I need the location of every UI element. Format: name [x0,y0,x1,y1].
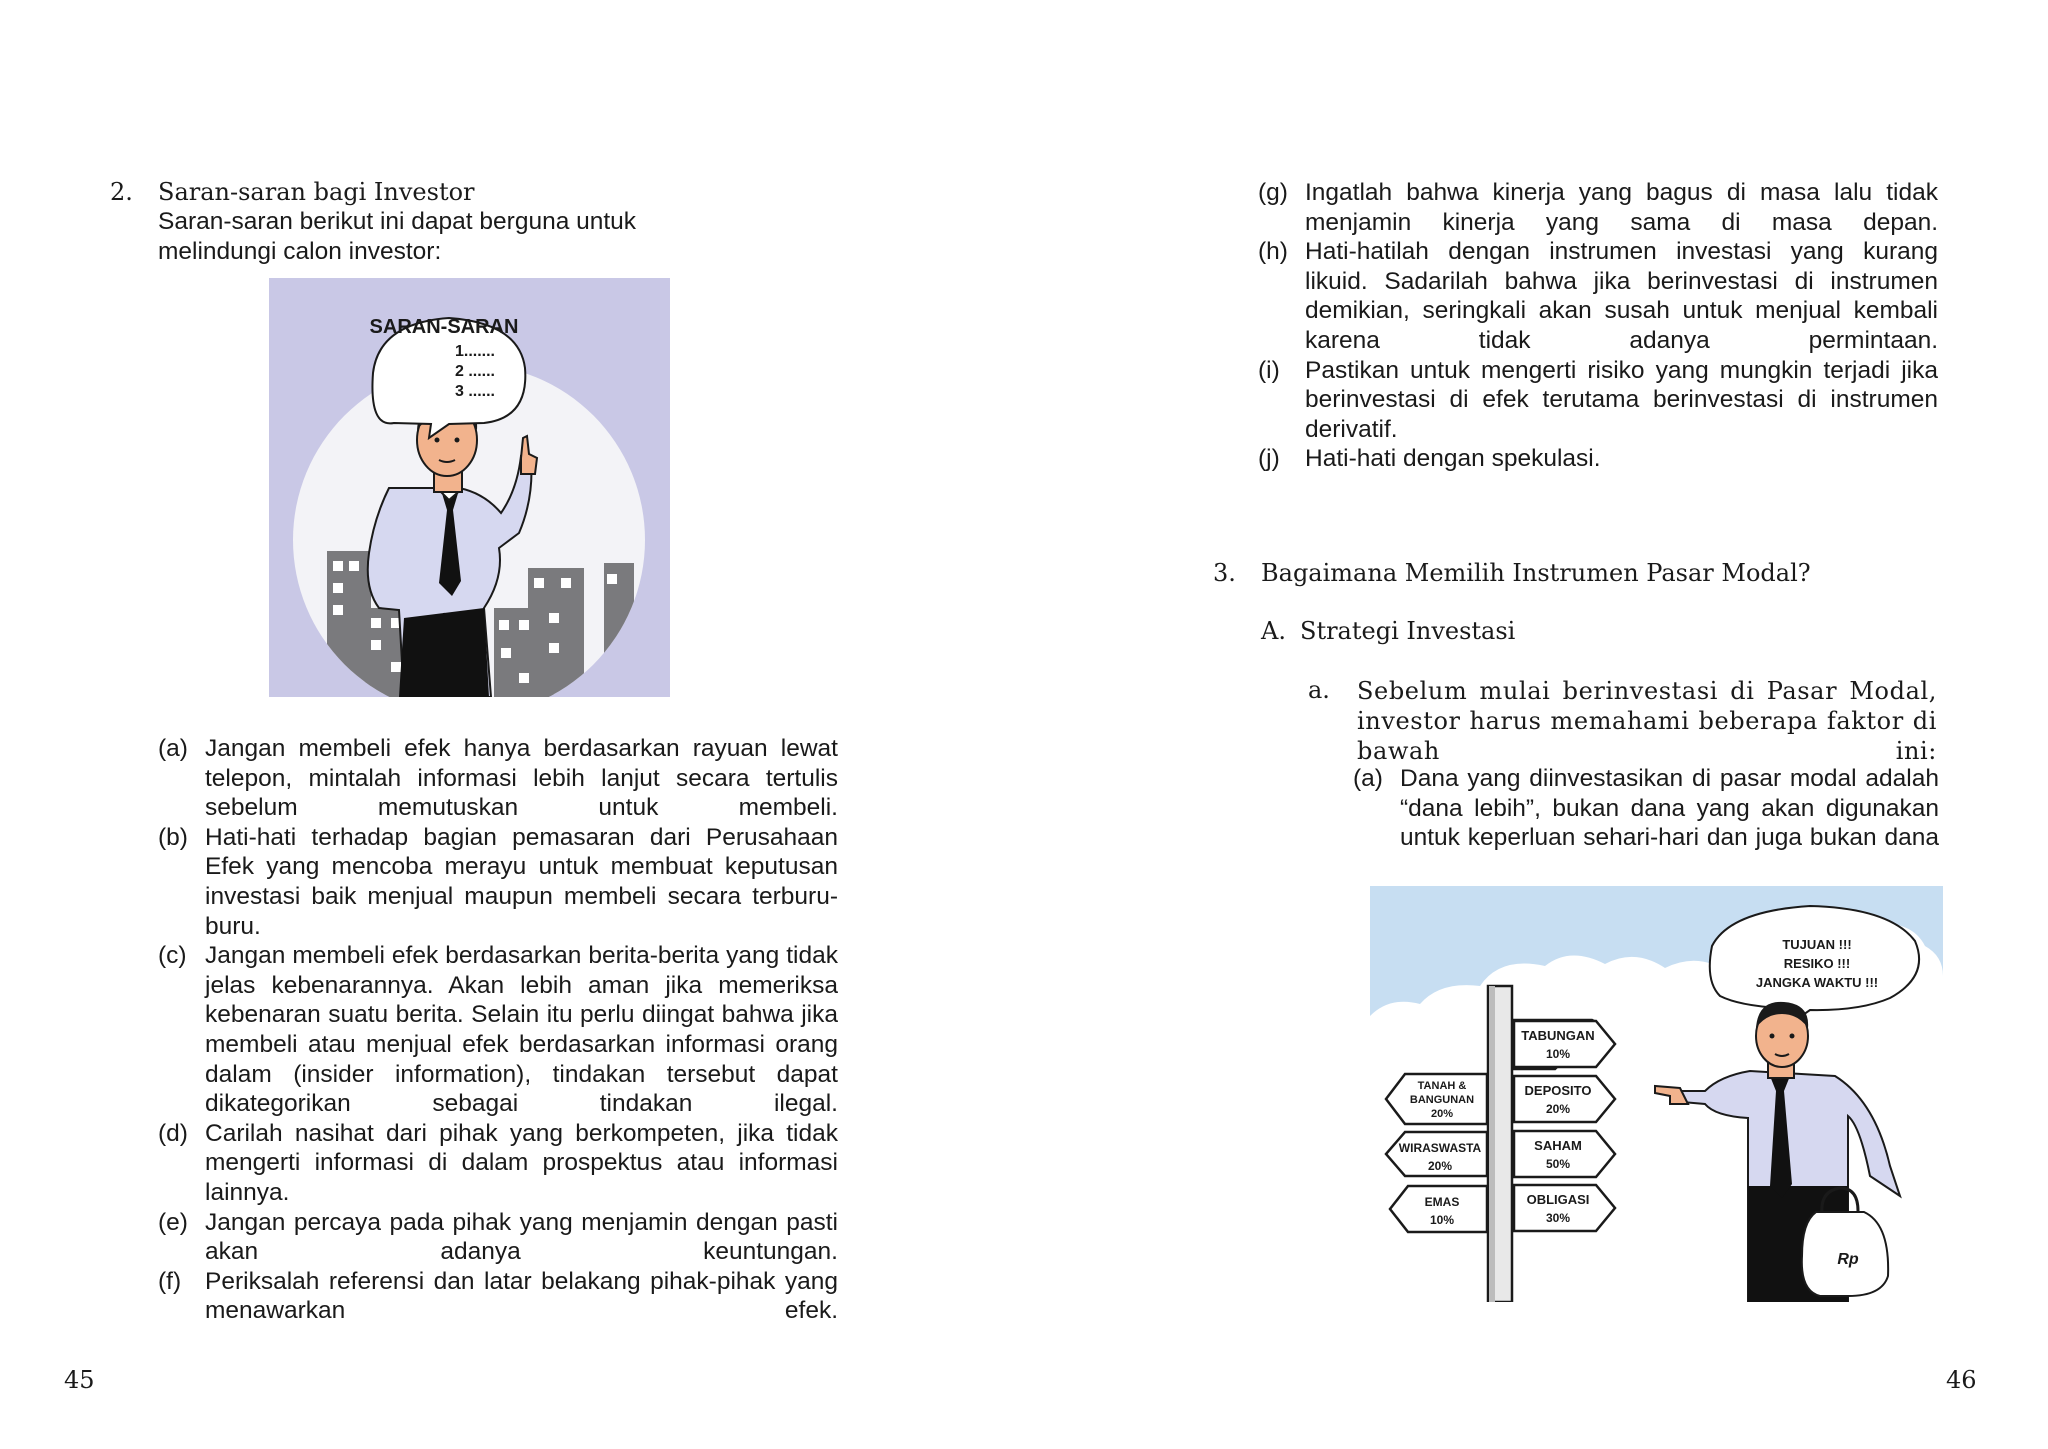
bubble-tujuan: TUJUAN !!! [1782,937,1852,952]
section-title-3: Bagaimana Memilih Instrumen Pasar Modal? [1261,559,1811,587]
sign-tanah-value: 20% [1430,1108,1454,1120]
subsection-title: Strategi Investasi [1300,617,1516,645]
list-marker: (d) [158,1119,188,1147]
sign-deposito-value: 20% [1545,1102,1571,1116]
list-text: Carilah nasihat dari pihak yang berkompeten, jika tidak mengerti informasi di dalam prospektus atau informasi lainnya. [205,1119,838,1206]
list-item [1258,178,1938,237]
point-paragraph: Sebelum mulai berinvestasi di Pasar Modal, investor harus memahami beberapa faktor di bawah ini: [1357,677,1937,765]
investor-advice-illustration [269,278,670,697]
list-item [1353,764,1939,853]
section-number-2: 2. [110,178,133,206]
list-item [1258,237,1938,355]
list-text: Jangan membeli efek hanya berdasarkan rayuan lewat telepon, mintalah informasi lebih lanjut secara tertulis sebelum memutuskan untuk membeli. [205,735,838,822]
sign-wiraswasta-value: 20% [1427,1159,1453,1173]
bag-label: Rp [1837,1251,1859,1268]
list-marker: (c) [158,942,187,970]
list-text: Dana yang diinvestasikan di pasar modal adalah “dana lebih”, bukan dana yang akan digunakan untuk keperluan sehari-hari dan juga bukan dana [1400,765,1939,852]
section-title: Saran-saran bagi Investor [158,178,475,206]
investor-advice-list-left [158,734,838,1326]
list-marker: (f) [158,1267,182,1295]
list-item [1258,444,1938,474]
list-text: Periksalah referensi dan latar belakang pihak-pihak yang menawarkan efek. [205,1267,838,1325]
sign-emas-value: 10% [1429,1213,1455,1227]
bubble-jangka-waktu: JANGKA WAKTU !!! [1755,975,1879,990]
bubble-line-2: 2 ...... [454,363,495,380]
list-text: Hati-hati dengan spekulasi. [1305,445,1601,473]
list-marker: (a) [1353,765,1383,792]
factor-list [1353,764,1939,853]
page-number-left: 45 [64,1366,95,1394]
subsection-marker: A. [1261,617,1286,645]
list-marker: (g) [1258,179,1288,206]
sign-saham-value: 50% [1545,1157,1571,1171]
intro-paragraph: Saran-saran berikut ini dapat berguna untuk melindungi calon investor: [158,208,637,265]
sign-obligasi-label: OBLIGASI [1526,1192,1590,1207]
sign-tabungan-value: 10% [1545,1047,1571,1061]
list-item [1258,356,1938,445]
list-item [158,1119,838,1208]
list-item [158,1208,838,1267]
sign-wiraswasta-label: WIRASWASTA [1398,1141,1482,1155]
list-text: Hati-hati terhadap bagian pemasaran dari Perusahaan Efek yang mencoba merayu untuk membuat keputusan investasi baik menjual maupun membeli secara terburu-buru. [205,823,838,940]
list-marker: (a) [158,735,188,762]
list-item [158,1267,838,1326]
point-marker: a. [1308,676,1330,704]
list-item [158,823,838,941]
bubble-title: SARAN-SARAN [369,316,519,338]
section-number-3: 3. [1213,559,1236,587]
list-text: Ingatlah bahwa kinerja yang bagus di masa lalu tidak menjamin kinerja yang sama di masa depan. [1305,179,1938,236]
bubble-line-1: 1....... [454,343,495,360]
investor-advice-list-right [1258,178,1938,474]
investment-signpost-illustration [1370,886,1943,1302]
bubble-line-3: 3 ...... [454,383,495,400]
list-text: Jangan percaya pada pihak yang menjamin dengan pasti akan adanya keuntungan. [205,1208,838,1266]
sign-saham-label: SAHAM [1534,1138,1582,1153]
bubble-resiko: RESIKO !!! [1783,956,1851,971]
sign-tabungan-label: TABUNGAN [1521,1028,1595,1043]
sign-deposito-label: DEPOSITO [1524,1083,1592,1098]
sign-obligasi-value: 30% [1545,1211,1571,1225]
list-text: Hati-hatilah dengan instrumen investasi yang kurang likuid. Sadarilah bahwa jika berinvestasi di instrumen demikian, seringkali akan susah untuk menjual kembali karena tidak adanya permintaan. [1305,238,1938,354]
page-number-right: 46 [1946,1366,1977,1394]
list-item [158,734,838,823]
list-text: Jangan membeli efek berdasarkan berita-berita yang tidak jelas kebenarannya. Akan lebih aman jika memeriksa kebenaran suatu berita. Selain itu perlu diingat bahwa jika membeli atau menjual efek berdasarkan informasi orang dalam (insider information), tindakan tersebut dapat dikategorikan sebagai tindakan ilegal. [205,942,838,1118]
list-marker: (h) [1258,238,1288,266]
list-marker: (j) [1258,445,1280,473]
sign-tanah-label-1: TANAH & [1417,1080,1467,1092]
list-marker: (i) [1258,356,1280,384]
sign-emas-label: EMAS [1424,1195,1460,1209]
list-marker: (b) [158,823,188,851]
list-text: Pastikan untuk mengerti risiko yang mungkin terjadi jika berinvestasi di efek terutama berinvestasi di instrumen derivatif. [1305,356,1938,443]
sign-tanah-label-2: BANGUNAN [1409,1094,1475,1106]
list-marker: (e) [158,1208,188,1236]
list-item [158,941,838,1119]
